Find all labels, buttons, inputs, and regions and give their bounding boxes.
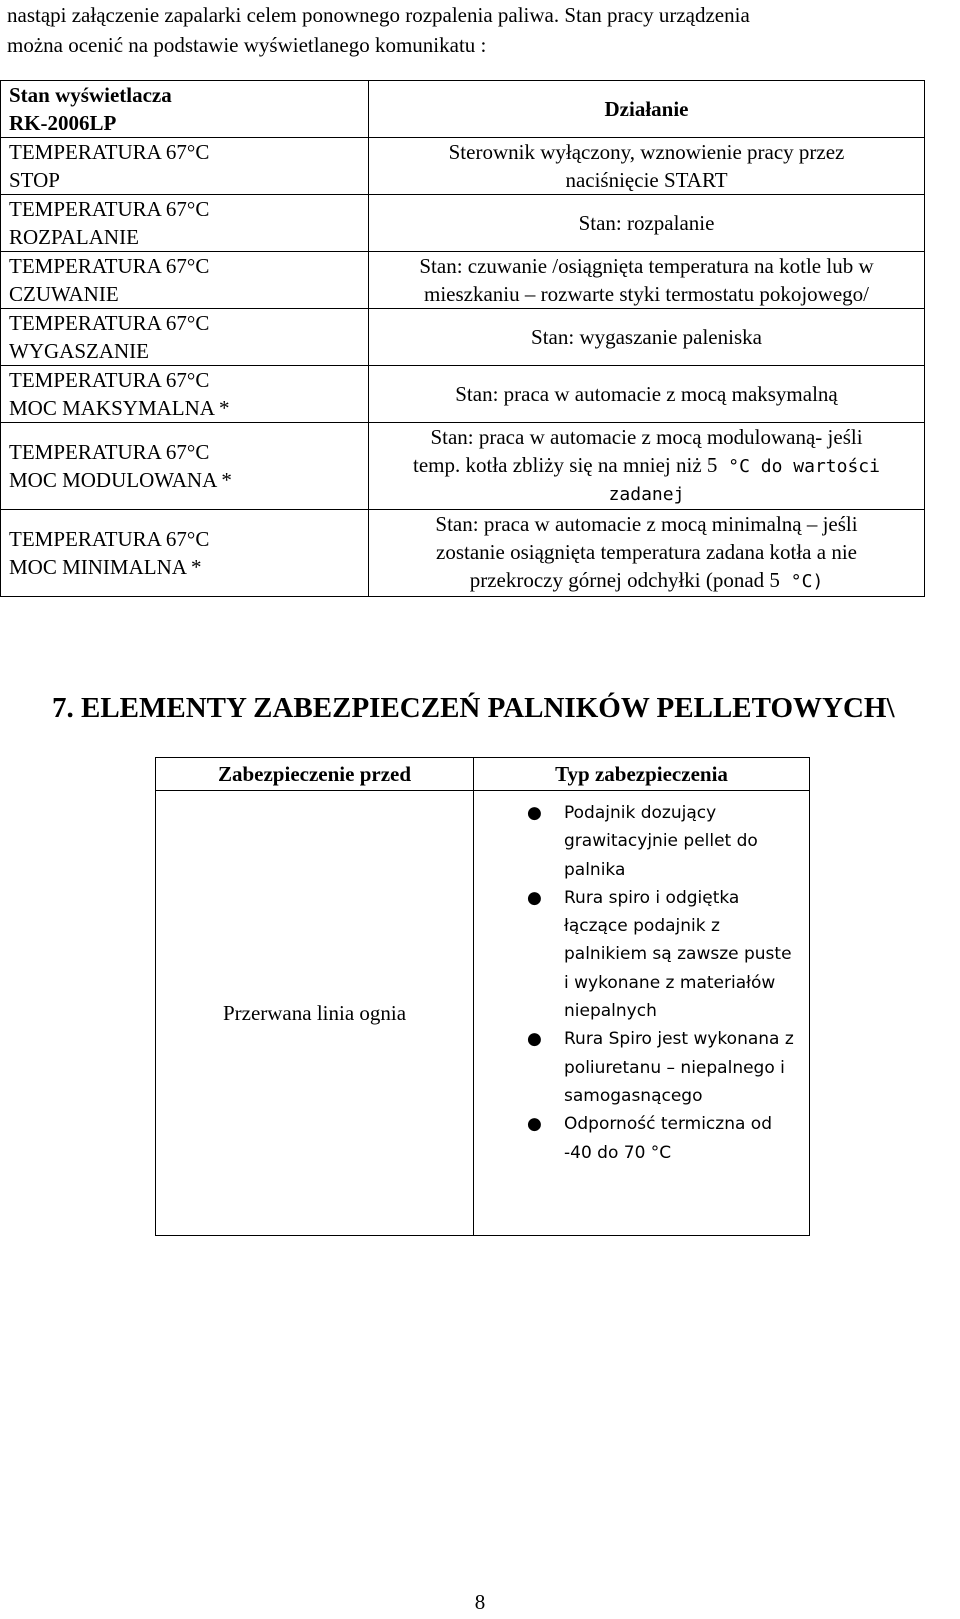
threat-cell: Przerwana linia ognia <box>156 791 474 1236</box>
display-text: WYGASZANIE <box>9 339 149 363</box>
protection-list-cell <box>474 791 810 1236</box>
action-text-part: °C do wartości <box>717 456 880 477</box>
table-row <box>1 423 925 510</box>
action-text: Sterownik wyłączony, wznowienie pracy przez <box>448 140 845 164</box>
table-row <box>1 138 925 195</box>
safety-elements-table <box>155 757 810 1236</box>
list-item-text: Podajnik dozujący grawitacyjnie pellet do palnika <box>564 803 758 880</box>
header-protection-type: Typ zabezpieczenia <box>474 758 810 791</box>
list-item <box>524 884 799 1025</box>
table-row <box>1 195 925 252</box>
action-text: Stan: praca w automacie z mocą maksymalną <box>455 382 838 406</box>
action-cell <box>369 138 925 195</box>
list-item <box>524 1025 799 1110</box>
table-row <box>1 366 925 423</box>
header-protection-against: Zabezpieczenie przed <box>156 758 474 791</box>
list-item-text: Rura Spiro jest wykonana z poliuretanu – niepalnego i samogasnącego <box>564 1029 794 1106</box>
action-text: zadanej <box>608 484 685 505</box>
display-status-table <box>0 80 925 597</box>
action-text-part: temp. kotła zbliży się na mniej niż 5 <box>413 453 718 477</box>
display-state-cell <box>1 423 369 510</box>
display-state-cell <box>1 366 369 423</box>
intro-paragraph <box>7 0 957 60</box>
action-text <box>377 566 916 596</box>
table-row <box>1 510 925 597</box>
display-text: TEMPERATURA 67°C <box>9 527 210 551</box>
action-cell <box>369 195 925 252</box>
action-cell <box>369 252 925 309</box>
display-text: MOC MODULOWANA * <box>9 468 232 492</box>
list-item <box>524 799 799 884</box>
intro-line: nastąpi załączenie zapalarki celem ponownego rozpalenia paliwa. Stan pracy urządzenia <box>7 3 750 27</box>
action-text: Stan: wygaszanie paleniska <box>531 325 762 349</box>
action-cell <box>369 366 925 423</box>
display-text: TEMPERATURA 67°C <box>9 311 210 335</box>
bullet-icon: ● <box>527 1029 542 1050</box>
page-number: 8 <box>474 1590 486 1614</box>
list-item <box>524 1110 799 1167</box>
header-text: RK-2006LP <box>9 111 117 135</box>
display-text: TEMPERATURA 67°C <box>9 368 210 392</box>
action-text: Stan: praca w automacie z mocą minimalną – jeśli <box>435 512 858 536</box>
display-state-cell <box>1 252 369 309</box>
table-row <box>156 791 810 1236</box>
action-text: zostanie osiągnięta temperatura zadana kotła a nie <box>436 540 857 564</box>
display-text: CZUWANIE <box>9 282 119 306</box>
table-row <box>1 252 925 309</box>
display-text: MOC MAKSYMALNA * <box>9 396 230 420</box>
action-text-part: przekroczy górnej odchyłki (ponad 5 <box>469 568 780 592</box>
action-text: mieszkaniu – rozwarte styki termostatu pokojowego/ <box>424 282 869 306</box>
bullet-icon: ● <box>527 1114 542 1135</box>
action-cell <box>369 510 925 597</box>
header-action: Działanie <box>369 81 925 138</box>
display-text: TEMPERATURA 67°C <box>9 197 210 221</box>
display-text: TEMPERATURA 67°C <box>9 440 210 464</box>
intro-line: można ocenić na podstawie wyświetlanego komunikatu : <box>7 33 487 57</box>
list-item-text: Rura spiro i odgiętka łączące podajnik z palnikiem są zawsze puste i wykonane z materiałów niepalnych <box>564 887 792 1022</box>
action-text-part: °C) <box>779 571 824 592</box>
display-text: STOP <box>9 168 60 192</box>
display-text: TEMPERATURA 67°C <box>9 254 210 278</box>
table-header-row <box>1 81 925 138</box>
action-text: naciśnięcie START <box>565 168 728 192</box>
bullet-icon: ● <box>527 803 542 823</box>
display-text: ROZPALANIE <box>9 225 139 249</box>
table-header-row <box>156 758 810 791</box>
display-state-cell <box>1 510 369 597</box>
display-state-cell <box>1 309 369 366</box>
bullet-icon: ● <box>527 887 542 908</box>
header-display-state <box>1 81 369 138</box>
action-text: Stan: czuwanie /osiągnięta temperatura na kotle lub w <box>419 254 874 278</box>
protection-bullet-list <box>524 799 799 1167</box>
action-text: Stan: praca w automacie z mocą modulowaną- jeśli <box>430 425 863 449</box>
display-text: MOC MINIMALNA * <box>9 555 202 579</box>
table-row <box>1 309 925 366</box>
header-text: Stan wyświetlacza <box>9 83 172 107</box>
display-text: TEMPERATURA 67°C <box>9 140 210 164</box>
action-cell <box>369 309 925 366</box>
list-item-text: Odporność termiczna od -40 do 70 °C <box>564 1114 772 1163</box>
display-state-cell <box>1 138 369 195</box>
section-heading: 7. ELEMENTY ZABEZPIECZEŃ PALNIKÓW PELLETOWYCH\ <box>52 692 895 724</box>
action-cell <box>369 423 925 510</box>
action-text: Stan: rozpalanie <box>578 211 715 235</box>
display-state-cell <box>1 195 369 252</box>
action-text <box>377 451 916 481</box>
